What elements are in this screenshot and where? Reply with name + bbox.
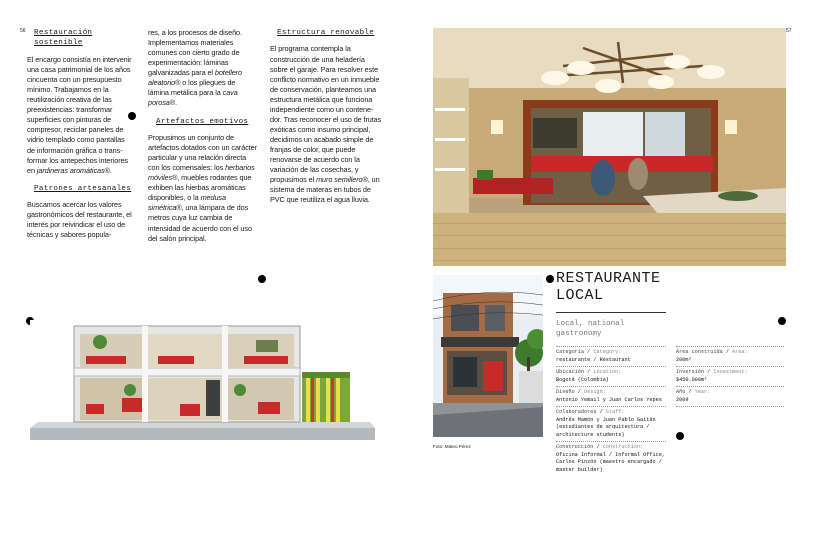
facade-photo xyxy=(433,275,543,437)
bullet-dot xyxy=(676,432,684,440)
info-row-category: Categoría / Category: restaurante / Restaurant xyxy=(556,349,631,363)
bullet-dot xyxy=(128,112,136,120)
paragraph-artefactos: Propusimos un conjunto de artefactos dotados con un carácter particular y una relación directa con los comensales: los herbarios móviles®, muebles rodantes que exhiben las hierbas aromáticas disponibles, o la medusa simétrica®, una lámpara de dos metros cuya luz cambia de intensidad de acuerdo con el uso del salón principal. xyxy=(148,132,257,243)
heading-estructura: Estructura renovable xyxy=(277,29,375,37)
page-number-left: 56 xyxy=(20,28,26,34)
info-row-location: Ubicación / Location: Bogotá (Colombia) xyxy=(556,369,622,383)
info-separator xyxy=(676,406,784,407)
interior-photo xyxy=(433,28,786,266)
info-row-area: Área construida / Area: 200m² xyxy=(676,349,748,363)
info-row-investment: Inversión / Investment: $450.000m² xyxy=(676,369,748,383)
text-column-1 xyxy=(27,28,133,240)
bullet-dot xyxy=(258,275,266,283)
heading-patrones: Patrones artesanales xyxy=(34,184,132,193)
project-subtitle-line-2: gastronomy xyxy=(556,330,602,339)
paragraph-materiales: res, a los procesos de diseño. Implementamos materiales comunes con cierto grado de experimentación: láminas galvanizadas para el botellero aleatorio® o los pliegues de lámina metálica para la cava porosa®. xyxy=(148,28,242,108)
heading-restauracion: Restauración sostenible xyxy=(34,29,93,48)
info-table-left xyxy=(556,346,666,476)
bullet-dot xyxy=(778,317,786,325)
info-row-construction: Construcción / Construction: Oficina Informal / Informal Office, Carlos Pinzón (maestro encargado / master builder) xyxy=(556,444,665,473)
project-subtitle-line-1: Local, national xyxy=(556,319,625,328)
project-title-line-1: RESTAURANTE xyxy=(556,270,661,287)
info-row-year: Año / Year: 2009 xyxy=(676,389,711,403)
paragraph-patrones: Buscamos acercar los valores gastronómicos del restaurante, el interés por reivindicar el uso de técnicas y sabores popula- xyxy=(27,200,132,240)
bullet-dot xyxy=(546,275,554,283)
page-number-right: 57 xyxy=(786,28,792,34)
info-row-staff: Colaboradores / Staff: Andrés Mamón y Juan Pablo Gaitán (estudiantes de arquitectura / architecture students) xyxy=(556,409,656,438)
project-title-block xyxy=(556,270,666,340)
photo-credit: Foto: Mateo Pérez xyxy=(433,444,471,449)
heading-artefactos: Artefactos emotivos xyxy=(156,117,249,126)
text-column-2 xyxy=(148,28,258,244)
paragraph-restauracion: El encargo consistía en intervenir una casa patrimonial de los años cincuenta con un presupuesto mínimo. Trabajamos en la reutilización creativa de las preexistencias: transformar superficies con pinturas de compresor, reciclar paneles de vidrio templado como pantallas de información gráfica o transformar los antepechos interiores en jardineras aromáticas®. xyxy=(27,54,132,175)
info-table-right xyxy=(676,346,784,407)
title-divider xyxy=(556,312,666,313)
paragraph-estructura: El programa contempla la construcción de una heladería sobre el garaje. Para resolver este conflicto normativo en un inmueble de conservación, planteamos una estructura metálica que funciona independiente como un contenedor. Tras reconocer el uso de frutas exóticas como insumo principal, decidimos un acabado simple de franjas de color, que puede renovarse de acuerdo con la variación de las cosechas, y propusimos el muro semillero®, un sistema de materas en tubos de PVC que reutiliza el agua lluvia. xyxy=(270,44,382,205)
building-model-illustration xyxy=(30,320,375,442)
text-column-3 xyxy=(270,28,382,205)
project-title-line-2: LOCAL xyxy=(556,287,604,305)
info-row-design: Diseño / Design: Antonio Yemail y Juan Carlos Yepes xyxy=(556,389,662,403)
